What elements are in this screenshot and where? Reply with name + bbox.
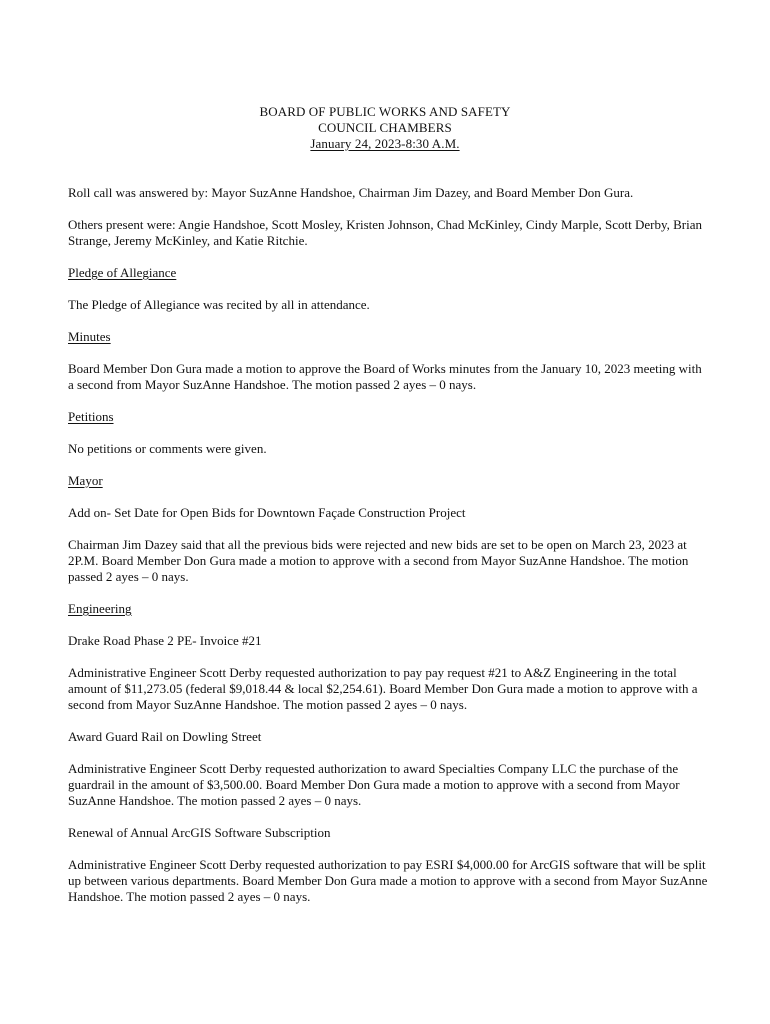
mayor-item-title: Add on- Set Date for Open Bids for Downtown Façade Construction Project [68, 505, 466, 520]
engineering-item-2-title: Award Guard Rail on Dowling Street [68, 729, 262, 744]
roll-call-paragraph: Roll call was answered by: Mayor SuzAnne Handshoe, Chairman Jim Dazey, and Board Member Don Gura. [68, 185, 634, 200]
minutes-heading: Minutes [68, 329, 111, 344]
document-body [68, 185, 708, 921]
mayor-item-paragraph: Chairman Jim Dazey said that all the previous bids were rejected and new bids are set to be open on March 23, 2023 at 2P.M. Board Member Don Gura made a motion to approve with a second from Mayor SuzAnne Handshoe. The motion passed 2 ayes – 0 nays. [68, 537, 689, 584]
header-date: January 24, 2023-8:30 A.M. [310, 136, 460, 151]
engineering-item-1-paragraph: Administrative Engineer Scott Derby requested authorization to pay pay request #21 to A&Z Engineering in the total amount of $11,273.05 (federal $9,018.44 & local $2,254.61). Board Member Don Gura made a motion to approve with a second from Mayor SuzAnne Handshoe. The motion passed 2 ayes – 0 nays. [68, 665, 698, 712]
engineering-item-1-title: Drake Road Phase 2 PE- Invoice #21 [68, 633, 262, 648]
header-location: COUNCIL CHAMBERS [318, 120, 452, 135]
document-header [0, 104, 770, 152]
pledge-paragraph: The Pledge of Allegiance was recited by all in attendance. [68, 297, 370, 312]
pledge-heading: Pledge of Allegiance [68, 265, 177, 280]
petitions-paragraph: No petitions or comments were given. [68, 441, 267, 456]
header-title: BOARD OF PUBLIC WORKS AND SAFETY [259, 104, 511, 119]
engineering-item-2-paragraph: Administrative Engineer Scott Derby requested authorization to award Specialties Company LLC the purchase of the guardrail in the amount of $3,500.00. Board Member Don Gura made a motion to approve with a second from Mayor SuzAnne Handshoe. The motion passed 2 ayes – 0 nays. [68, 761, 680, 808]
others-present-paragraph: Others present were: Angie Handshoe, Scott Mosley, Kristen Johnson, Chad McKinley, Cindy Marple, Scott Derby, Brian Strange, Jeremy McKinley, and Katie Ritchie. [68, 217, 703, 248]
minutes-paragraph: Board Member Don Gura made a motion to approve the Board of Works minutes from the January 10, 2023 meeting with a second from Mayor SuzAnne Handshoe. The motion passed 2 ayes – 0 nays. [68, 361, 702, 392]
engineering-heading: Engineering [68, 601, 132, 616]
engineering-item-3-title: Renewal of Annual ArcGIS Software Subscription [68, 825, 331, 840]
mayor-heading: Mayor [68, 473, 103, 488]
petitions-heading: Petitions [68, 409, 114, 424]
engineering-item-3-paragraph: Administrative Engineer Scott Derby requested authorization to pay ESRI $4,000.00 for ArcGIS software that will be split up between various departments. Board Member Don Gura made a motion to approve with a second from Mayor SuzAnne Handshoe. The motion passed 2 ayes – 0 nays. [68, 857, 708, 904]
